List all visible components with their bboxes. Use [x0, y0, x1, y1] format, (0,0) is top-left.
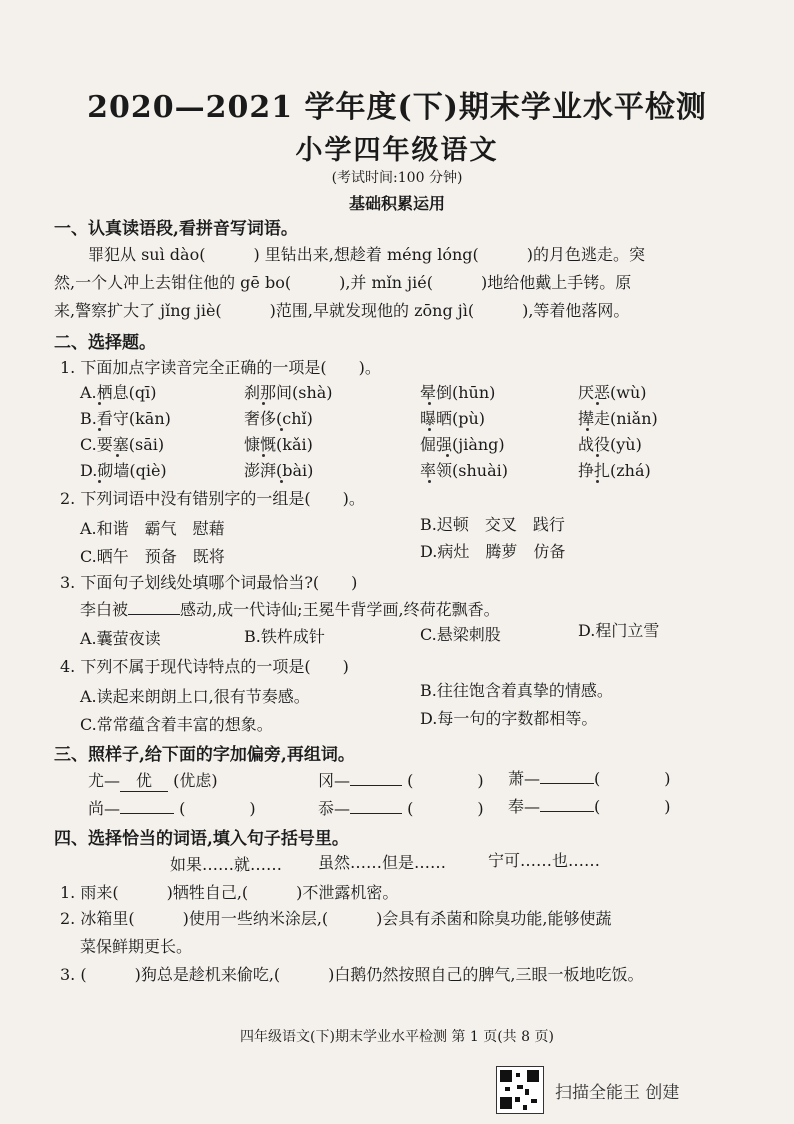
emphasis-dot: [116, 454, 119, 457]
q2-1-b2: 奢侈(chǐ): [244, 409, 313, 428]
emphasis-dot: [428, 480, 431, 483]
q2-1-d4: 挣扎(zhá): [578, 461, 651, 480]
exam-time: (考试时间:100 分钟): [331, 170, 463, 186]
q3-item: [318, 796, 484, 819]
q2-1-b3: 曝晒(pù): [420, 409, 486, 428]
emphasis-dot: [262, 402, 265, 405]
q3-char: 忝—: [318, 799, 351, 818]
q2-1-c1: C.要塞(sāi): [80, 435, 165, 454]
q2-2-c: C.晒午 预备 既将: [80, 547, 225, 566]
q3-word-paren: ( ): [179, 799, 256, 818]
q3-answer-blank[interactable]: [540, 811, 594, 812]
q2-1-a4: 厌恶(wù): [578, 383, 647, 402]
emphasis-dot: [428, 402, 431, 405]
q2-3-stem: 3. 下面句子划线处填哪个词最恰当?( ): [60, 573, 358, 592]
q2-heading: 二、选择题。: [54, 333, 156, 353]
q2-1-a2: 刹那间(shà): [244, 383, 333, 402]
q3-word-paren: (优虑): [173, 771, 218, 790]
q2-4-b: B.往往饱含着真挚的情感。: [420, 681, 613, 700]
q2-2-b: B.迟顿 交叉 践行: [420, 515, 565, 534]
exam-subject: 小学四年级语文: [295, 135, 499, 166]
q2-1-d3: 率领(shuài): [420, 461, 508, 480]
emphasis-dot: [596, 454, 599, 457]
q2-1-stem: 1. 下面加点字读音完全正确的一项是( )。: [60, 358, 381, 377]
q3-word-paren: ( ): [407, 799, 484, 818]
qr-code-icon: [496, 1066, 544, 1114]
q2-3-sentence: [80, 597, 500, 620]
q2-3-c: C.悬梁刺股: [420, 625, 501, 644]
q3-answer-blank[interactable]: [350, 813, 402, 814]
q2-1-c3: 倔强(jiàng): [420, 435, 505, 454]
q2-2-d: D.病灶 腾萝 仿备: [420, 542, 566, 561]
q4-sentence-3: 3. ( )狗总是趁机来偷吃,( )白鹅仍然按照自己的脾气,三眼一板地吃饭。: [60, 965, 644, 984]
emphasis-dot: [596, 402, 599, 405]
q4-option-3: 宁可……也……: [488, 851, 601, 870]
emphasis-dot: [98, 480, 101, 483]
emphasis-dot: [98, 402, 101, 405]
q2-3-d: D.程门立雪: [578, 621, 660, 640]
emphasis-dot: [428, 428, 431, 431]
scanner-watermark: 扫描全能王 创建: [555, 1083, 680, 1103]
q4-sentence-2b: 菜保鲜期更长。: [80, 937, 193, 956]
q2-3-sentence-post: 感动,成一代诗仙;王冕牛背学画,终荷花飘香。: [180, 600, 500, 619]
emphasis-dot: [586, 428, 589, 431]
q2-4-d: D.每一句的字数都相等。: [420, 709, 598, 728]
q2-1-b1: B.看守(kān): [80, 409, 171, 428]
q4-heading: 四、选择恰当的词语,填入句子括号里。: [54, 829, 349, 849]
q4-sentence-2a: 2. 冰箱里( )使用一些纳米涂层,( )会具有杀菌和除臭功能,能够使蔬: [60, 909, 612, 928]
q2-4-c: C.常常蕴含着丰富的想象。: [80, 715, 273, 734]
q4-sentence-1: 1. 雨来( )牺牲自己,( )不泄露机密。: [60, 883, 399, 902]
emphasis-dot: [262, 454, 265, 457]
q3-char: 萧—: [508, 769, 541, 788]
q4-option-2: 虽然……但是……: [318, 853, 447, 872]
q3-heading: 三、照样子,给下面的字加偏旁,再组词。: [54, 745, 355, 765]
q3-item: [88, 768, 218, 792]
q2-1-a1: A.栖息(qī): [80, 383, 157, 402]
q2-3-a: A.囊萤夜读: [80, 629, 161, 648]
q2-1-a3: 晕倒(hūn): [420, 383, 496, 402]
q3-item: [508, 794, 671, 817]
q3-char: 冈—: [318, 771, 351, 790]
q2-3-sentence-pre: 李白被: [80, 600, 129, 619]
q3-answer-blank[interactable]: [350, 785, 402, 786]
q2-1-c4: 战役(yù): [578, 435, 642, 454]
q3-item: [88, 796, 256, 819]
q2-1-b4: 撵走(niǎn): [578, 409, 658, 428]
q3-answer-blank[interactable]: [120, 813, 174, 814]
q1-line1: 罪犯从 suì dào( ) 里钻出来,想趁着 méng lóng( )的月色逃走。突: [88, 245, 646, 264]
q2-2-a: A.和谐 霸气 慰藉: [80, 519, 225, 538]
q3-answer-blank[interactable]: [540, 783, 594, 784]
q2-3-underline-blank[interactable]: [128, 614, 180, 615]
exam-title: 2020—2021 学年度(下)期末学业水平检测: [87, 90, 707, 125]
q3-char: 奉—: [508, 797, 541, 816]
page-footer: 四年级语文(下)期末学业水平检测 第 1 页(共 8 页): [240, 1029, 554, 1045]
section-title: 基础积累运用: [348, 194, 445, 213]
q2-1-d1: D.砌墙(qiè): [80, 461, 167, 480]
q3-answer-blank[interactable]: 优: [120, 768, 168, 792]
q4-option-1: 如果……就……: [170, 855, 283, 874]
q2-4-stem: 4. 下列不属于现代诗特点的一项是( ): [60, 657, 349, 676]
q2-2-stem: 2. 下列词语中没有错别字的一组是( )。: [60, 489, 365, 508]
q3-item: [318, 768, 484, 791]
q1-line2: 然,一个人冲上去钳住他的 gē bo( ),并 mǐn jié( )地给他戴上手铐。原: [54, 273, 632, 292]
q1-line3: 来,警察扩大了 jǐng jiè( )范围,早就发现他的 zōng jì( ),等着他落网。: [54, 301, 630, 320]
emphasis-dot: [280, 480, 283, 483]
emphasis-dot: [446, 454, 449, 457]
q3-word-paren: ( ): [594, 797, 671, 816]
q2-1-c2: 慷慨(kǎi): [244, 435, 313, 454]
q2-1-d2: 澎湃(bài): [244, 461, 314, 480]
q1-heading: 一、认真读语段,看拼音写词语。: [54, 219, 298, 239]
q3-char: 尤—: [88, 771, 121, 790]
emphasis-dot: [280, 428, 283, 431]
q3-word-paren: ( ): [407, 771, 484, 790]
emphasis-dot: [596, 480, 599, 483]
q3-item: [508, 766, 671, 789]
q3-char: 尚—: [88, 799, 121, 818]
q2-3-b: B.铁杵成针: [244, 627, 325, 646]
q3-word-paren: ( ): [594, 769, 671, 788]
q2-4-a: A.读起来朗朗上口,很有节奏感。: [80, 687, 310, 706]
emphasis-dot: [98, 428, 101, 431]
